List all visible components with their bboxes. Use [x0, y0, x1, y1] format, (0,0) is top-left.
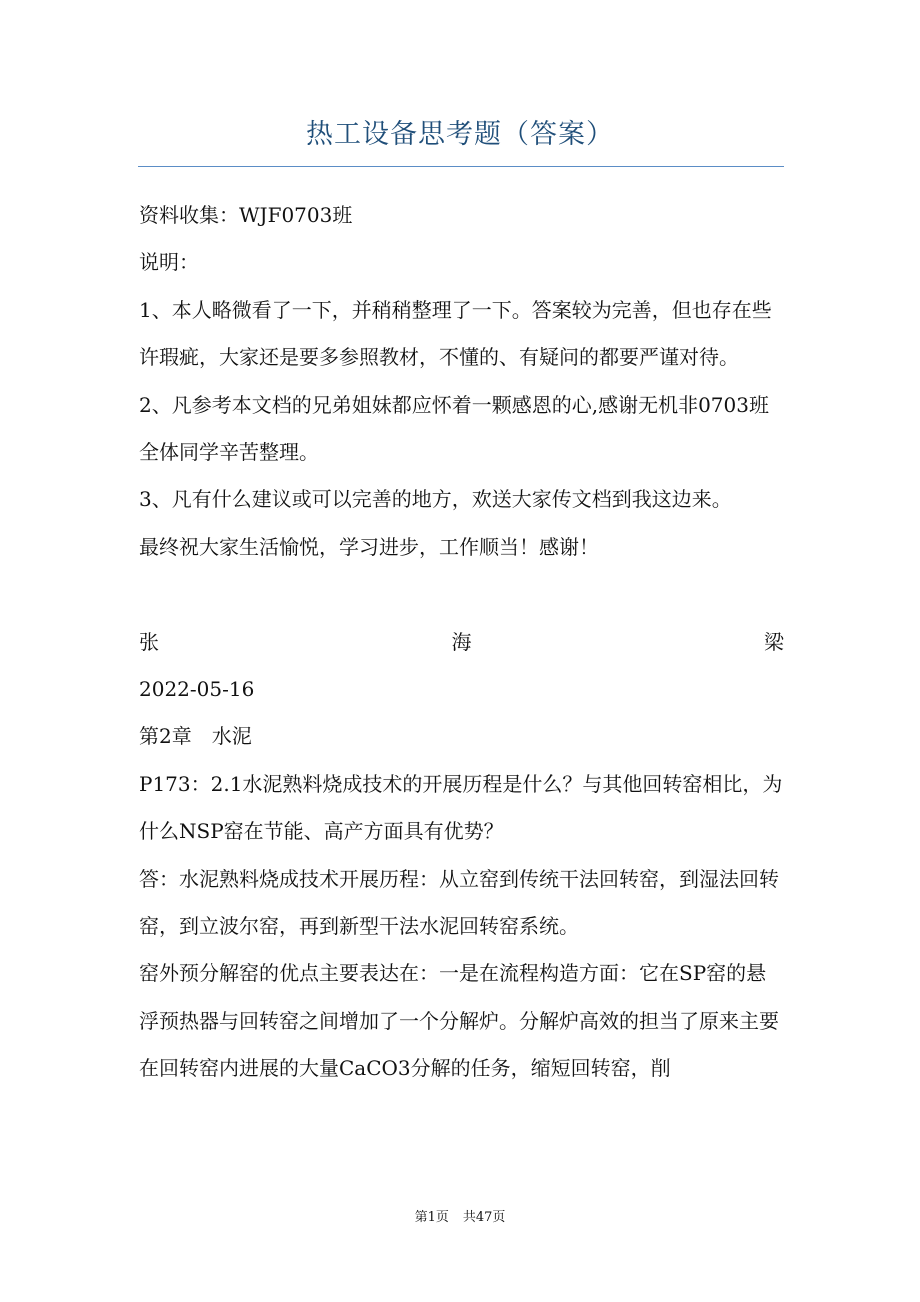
author-char-2: 海 [451, 629, 472, 654]
answer-paragraph-1: 答：水泥熟料烧成技术开展历程：从立窑到传统干法回转窑，到湿法回转窑，到立波尔窑，再到新型干法水泥回转窑系统。 [139, 866, 779, 939]
closing-line: 最终祝大家生活愉悦，学习进步，工作顺当！感谢！ [139, 534, 599, 559]
page-number: 第1页 [414, 1210, 449, 1225]
question-paragraph: P173：2.1水泥熟料烧成技术的开展历程是什么？与其他回转窑相比，为什么NSP窑在节能、高产方面具有优势？ [139, 771, 783, 844]
blank-line [139, 571, 784, 618]
author-char-3: 梁 [764, 629, 784, 654]
answer-paragraph-2: 窑外预分解窑的优点主要表达在：一是在流程构造方面：它在SP窑的悬浮预热器与回转窑之间增加了一个分解炉。分解炉高效的担当了原来主要在回转窑内进展的大量CaCO3分解的任务，缩短回转窑，削 [139, 961, 779, 1081]
author-char-1: 张 [139, 629, 159, 654]
note-heading: 说明： [139, 250, 199, 275]
chapter-heading: 第2章 水泥 [139, 724, 252, 749]
collector-line: 资料收集：WJF0703班 [139, 203, 353, 227]
note-item-1: 1、本人略微看了一下，并稍稍整理了一下。答案较为完善，但也存在些许瑕疵，大家还是要多参照教材，不懂的、有疑问的都要严谨对待。 [139, 297, 772, 370]
note-item-2: 2、凡参考本文档的兄弟姐妹都应怀着一颗感恩的心,感谢无机非0703班全体同学辛苦整理。 [139, 392, 769, 465]
document-date: 2022-05-16 [139, 677, 255, 702]
page-footer [0, 1206, 920, 1225]
document-title: 热工设备思考题（答案） [306, 119, 614, 150]
page-total: 共47页 [462, 1210, 506, 1225]
author-signature [139, 619, 784, 666]
title-underline [138, 166, 784, 167]
note-item-3: 3、凡有什么建议或可以完善的地方，欢送大家传文档到我这边来。 [139, 487, 732, 512]
document-body [139, 192, 784, 1093]
